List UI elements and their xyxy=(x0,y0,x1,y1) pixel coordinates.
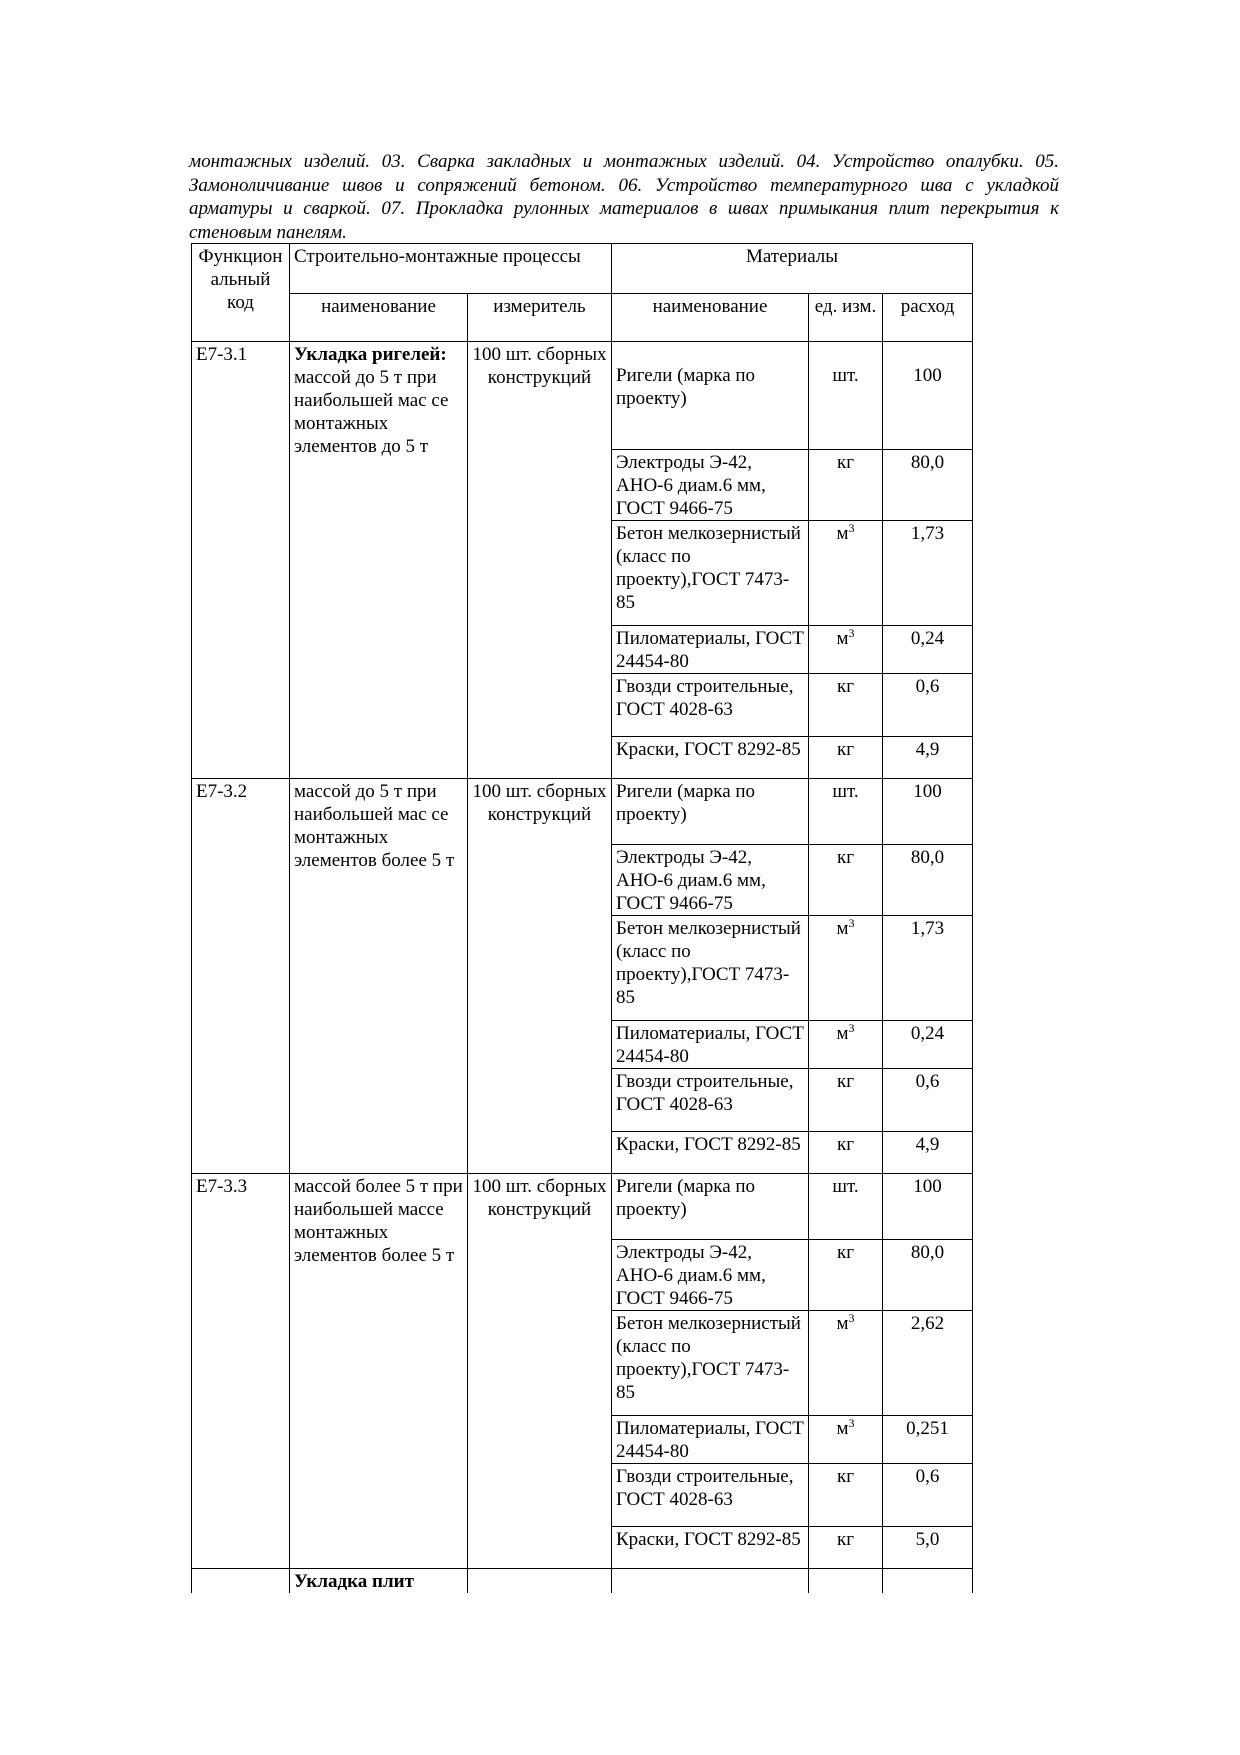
header-material-unit: ед. изм. xyxy=(809,294,883,342)
material-qty: 100 xyxy=(883,1174,973,1240)
row-process: Укладка плит xyxy=(290,1569,468,1594)
material-unit xyxy=(809,916,883,1021)
material-qty: 5,0 xyxy=(883,1527,973,1569)
table-row xyxy=(192,1174,973,1240)
row-process xyxy=(290,1174,468,1569)
material-unit xyxy=(809,450,883,521)
material-unit xyxy=(809,1416,883,1464)
material-unit xyxy=(809,1464,883,1527)
unit-text: кг xyxy=(836,452,855,473)
material-name: Электроды Э-42, АНО-6 диам.6 мм, ГОСТ 9466-75 xyxy=(612,845,809,916)
material-unit xyxy=(809,779,883,845)
unit-superscript: 3 xyxy=(848,521,855,535)
unit-text: кг xyxy=(836,1466,855,1487)
unit-text: кг xyxy=(836,739,855,760)
material-unit xyxy=(809,1021,883,1069)
material-qty: 1,73 xyxy=(883,521,973,626)
material-unit xyxy=(809,521,883,626)
row-meter: 100 шт. сборных конструкций xyxy=(468,342,612,779)
unit-text: м xyxy=(836,918,849,939)
unit-superscript: 3 xyxy=(848,1416,855,1430)
header-process-meter: измеритель xyxy=(468,294,612,342)
material-name: Краски, ГОСТ 8292-85 xyxy=(612,1527,809,1569)
material-name: Пиломатериалы, ГОСТ 24454-80 xyxy=(612,1416,809,1464)
material-qty: 0,24 xyxy=(883,1021,973,1069)
material-qty: 0,24 xyxy=(883,626,973,674)
unit-text: кг xyxy=(836,1242,855,1263)
material-unit xyxy=(809,845,883,916)
unit-text: шт. xyxy=(832,781,859,802)
unit-text: м xyxy=(836,1418,849,1439)
material-unit xyxy=(809,1527,883,1569)
material-name: Пиломатериалы, ГОСТ 24454-80 xyxy=(612,626,809,674)
material-name: Электроды Э-42, АНО-6 диам.6 мм, ГОСТ 9466-75 xyxy=(612,1240,809,1311)
material-name xyxy=(612,1569,809,1594)
row-code xyxy=(192,1569,290,1594)
material-unit xyxy=(809,1132,883,1174)
material-unit xyxy=(809,342,883,450)
row-process xyxy=(290,342,468,779)
material-name: Ригели (марка по проекту) xyxy=(612,779,809,845)
norms-table xyxy=(191,243,973,1593)
material-name: Ригели (марка по проекту) xyxy=(612,1174,809,1240)
row-meter: 100 шт. сборных конструкций xyxy=(468,1174,612,1569)
material-unit xyxy=(809,1311,883,1416)
material-name: Пиломатериалы, ГОСТ 24454-80 xyxy=(612,1021,809,1069)
material-qty: 0,6 xyxy=(883,674,973,737)
material-unit xyxy=(809,626,883,674)
process-name: массой до 5 т при наибольшей мас се монтажных элементов до 5 т xyxy=(294,367,449,457)
process-name: массой более 5 т при наибольшей массе монтажных элементов более 5 т xyxy=(294,1176,463,1266)
table-body xyxy=(192,342,973,1594)
material-qty: 100 xyxy=(883,779,973,845)
material-qty xyxy=(883,1569,973,1594)
unit-text: м xyxy=(836,1313,849,1334)
process-name: массой до 5 т при наибольшей мас се монтажных элементов более 5 т xyxy=(294,781,455,871)
material-unit xyxy=(809,1069,883,1132)
unit-text: м xyxy=(836,523,849,544)
material-name: Бетон мелкозернистый (класс по проекту),ГОСТ 7473-85 xyxy=(612,916,809,1021)
material-name: Гвозди строительные, ГОСТ 4028-63 xyxy=(612,1069,809,1132)
row-code: Е7-3.1 xyxy=(192,342,290,779)
row-meter xyxy=(468,1569,612,1594)
intro-paragraph: монтажных изделий. 03. Сварка закладных и монтажных изделий. 04. Устройство опалубки. 05. Замоноличивание швов и сопряжений бетоном. 06. Устройство температурного шва с укладкой арматуры и сваркой. 07. Прокладка рулонных материалов в швах примыкания плит перекрытия к стеновым панелям. xyxy=(189,151,1059,243)
unit-text: кг xyxy=(836,676,855,697)
material-qty: 80,0 xyxy=(883,450,973,521)
header-materials: Материалы xyxy=(612,244,973,294)
header-material-qty: расход xyxy=(883,294,973,342)
material-name: Краски, ГОСТ 8292-85 xyxy=(612,737,809,779)
header-process-name: наименование xyxy=(290,294,468,342)
material-unit xyxy=(809,737,883,779)
material-unit xyxy=(809,674,883,737)
section-title: Укладка ригелей: xyxy=(294,344,447,365)
material-unit xyxy=(809,1174,883,1240)
material-qty: 80,0 xyxy=(883,845,973,916)
unit-text: кг xyxy=(836,1071,855,1092)
table-row xyxy=(192,779,973,845)
header-code: Функцион альный код xyxy=(192,244,290,342)
header-row-sub xyxy=(192,294,973,342)
row-process xyxy=(290,779,468,1174)
header-row-top xyxy=(192,244,973,294)
unit-superscript: 3 xyxy=(848,1311,855,1325)
unit-superscript: 3 xyxy=(848,1021,855,1035)
unit-text: кг xyxy=(836,1134,855,1155)
unit-text: м xyxy=(836,1023,849,1044)
row-code: Е7-3.2 xyxy=(192,779,290,1174)
material-qty: 0,6 xyxy=(883,1464,973,1527)
unit-superscript: 3 xyxy=(848,916,855,930)
material-name: Электроды Э-42, АНО-6 диам.6 мм, ГОСТ 9466-75 xyxy=(612,450,809,521)
header-material-name: наименование xyxy=(612,294,809,342)
unit-superscript: 3 xyxy=(848,626,855,640)
material-qty: 80,0 xyxy=(883,1240,973,1311)
material-qty: 0,6 xyxy=(883,1069,973,1132)
material-qty: 4,9 xyxy=(883,737,973,779)
material-name: Гвозди строительные, ГОСТ 4028-63 xyxy=(612,1464,809,1527)
material-qty: 2,62 xyxy=(883,1311,973,1416)
material-qty: 4,9 xyxy=(883,1132,973,1174)
material-unit xyxy=(809,1569,883,1594)
table-row-partial xyxy=(192,1569,973,1594)
header-processes: Строительно-монтажные процессы xyxy=(290,244,612,294)
row-code: Е7-3.3 xyxy=(192,1174,290,1569)
material-name: Бетон мелкозернистый (класс по проекту),ГОСТ 7473-85 xyxy=(612,1311,809,1416)
material-qty: 100 xyxy=(883,342,973,450)
unit-text: кг xyxy=(836,1529,855,1550)
table-row xyxy=(192,342,973,450)
material-unit xyxy=(809,1240,883,1311)
unit-text: шт. xyxy=(832,1176,859,1197)
material-name: Бетон мелкозернистый (класс по проекту),ГОСТ 7473-85 xyxy=(612,521,809,626)
unit-text: шт. xyxy=(832,365,859,386)
material-qty: 0,251 xyxy=(883,1416,973,1464)
unit-text: м xyxy=(836,628,849,649)
material-name: Гвозди строительные, ГОСТ 4028-63 xyxy=(612,674,809,737)
unit-text: кг xyxy=(836,847,855,868)
row-meter: 100 шт. сборных конструкций xyxy=(468,779,612,1174)
material-qty: 1,73 xyxy=(883,916,973,1021)
material-name: Ригели (марка по проекту) xyxy=(612,342,809,450)
material-name: Краски, ГОСТ 8292-85 xyxy=(612,1132,809,1174)
